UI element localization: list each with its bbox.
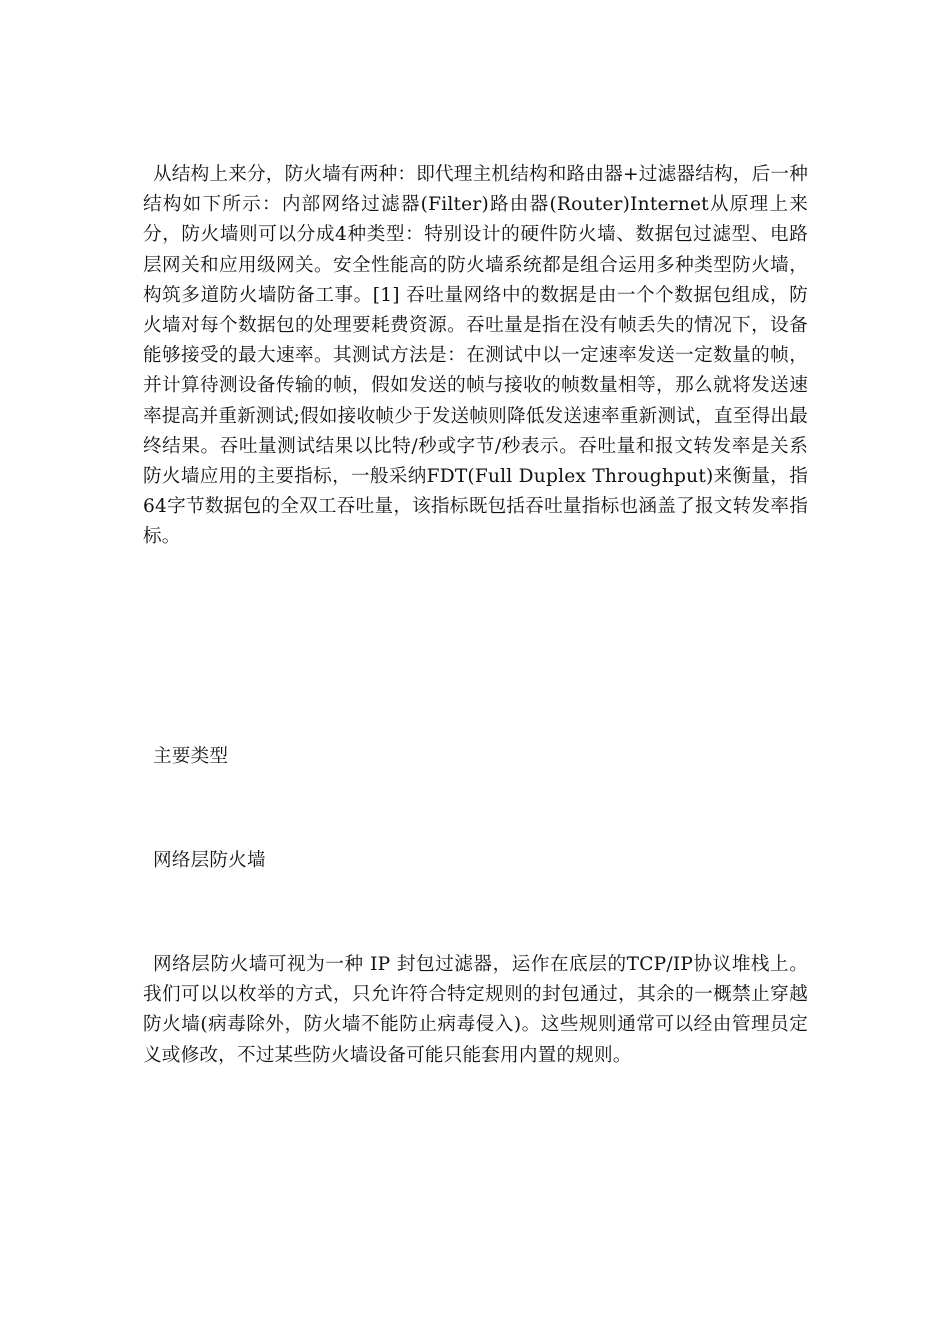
section-heading-main-types: 主要类型 — [153, 746, 229, 767]
section-heading-network-layer-firewall: 网络层防火墙 — [153, 850, 266, 871]
body-paragraph-structure: 从结构上来分，防火墙有两种：即代理主机结构和路由器+过滤器结构，后一种结构如下所示：内部网络过滤器(Filter)路由器(Router)Internet从原理上来分，防火墙则可以分成4种类型：特别设计的硬件防火墙、数据包过滤型、电路层网关和应用级网关。安全性能高的防火墙系统都是组合运用多种类型防火墙，构筑多道防火墙防备工事。[1] 吞吐量网络中的数据是由一个个数据包组成，防火墙对每个数据包的处理要耗费资源。吞吐量是指在没有帧丢失的情况下，设备能够接受的最大速率。其测试方法是：在测试中以一定速率发送一定数量的帧，并计算待测设备传输的帧，假如发送的帧与接收的帧数量相等，那么就将发送速率提高并重新测试;假如接收帧少于发送帧则降低发送速率重新测试，直至得出最终结果。吞吐量测试结果以比特/秒或字节/秒表示。吞吐量和报文转发率是关系防火墙应用的主要指标，一般采纳FDT(Full Duplex Throughput)来衡量，指64字节数据包的全双工吞吐量，该指标既包括吞吐量指标也涵盖了报文转发率指标。 — [143, 164, 808, 548]
body-paragraph-network-layer: 网络层防火墙可视为一种 IP 封包过滤器，运作在底层的TCP/IP协议堆栈上。我们可以以枚举的方式，只允许符合特定规则的封包通过，其余的一概禁止穿越防火墙(病毒除外，防火墙不能防止病毒侵入)。这些规则通常可以经由管理员定义或修改，不过某些防火墙设备可能只能套用内置的规则。 — [143, 954, 808, 1066]
